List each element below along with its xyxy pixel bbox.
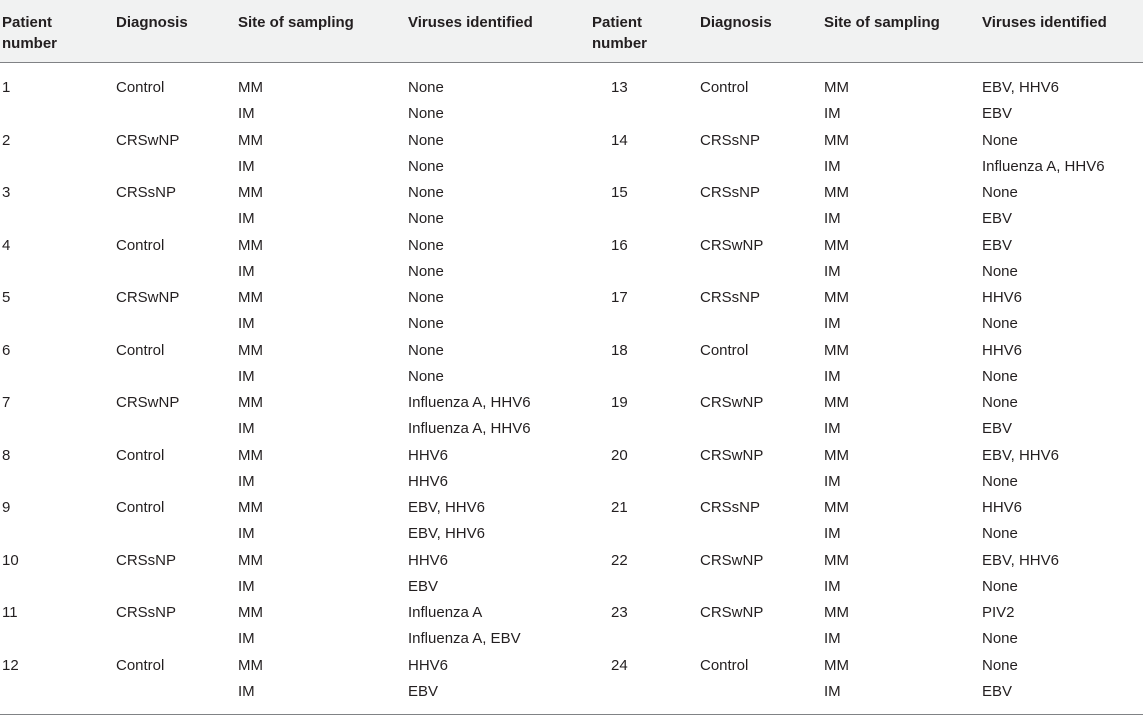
cell-viruses: EBV: [982, 420, 1013, 438]
cell-site: MM: [238, 551, 263, 569]
cell-site: MM: [824, 656, 849, 674]
cell-viruses: EBV: [982, 236, 1013, 254]
header-viruses-identified-right: [982, 12, 1107, 33]
cell-viruses: None: [408, 210, 444, 228]
table-bottom-rule: [0, 714, 1143, 715]
header-line: number: [592, 35, 648, 52]
table-row: [0, 574, 1143, 600]
cell-viruses: HHV6: [408, 551, 449, 569]
cell-site: IM: [238, 210, 255, 228]
table-row: [0, 495, 1143, 521]
cell-site: IM: [824, 525, 841, 543]
header-viruses-identified-left: [408, 12, 533, 33]
cell-viruses: None: [408, 315, 444, 333]
table-header: [0, 0, 1143, 63]
cell-patient-number: 14: [611, 131, 628, 149]
table-row: [0, 128, 1143, 154]
cell-site: MM: [824, 184, 849, 201]
cell-viruses: None: [982, 525, 1018, 543]
cell-site: IM: [238, 630, 255, 648]
cell-viruses: HHV6: [408, 656, 449, 674]
cell-site: MM: [824, 79, 849, 96]
cell-viruses: None: [408, 262, 444, 280]
table-row: [0, 154, 1143, 180]
cell-diagnosis: CRSwNP: [700, 604, 764, 621]
cell-diagnosis: CRSwNP: [700, 446, 764, 464]
table-row: [0, 443, 1143, 469]
cell-site: MM: [238, 604, 263, 621]
cell-site: MM: [238, 79, 263, 96]
table-row: [0, 364, 1143, 390]
cell-diagnosis: Control: [116, 499, 165, 516]
table-row: [0, 180, 1143, 206]
cell-viruses: None: [408, 341, 444, 359]
cell-patient-number: 1: [2, 79, 11, 96]
cell-diagnosis: CRSwNP: [700, 236, 764, 254]
header-site-of-sampling-right: [824, 12, 940, 33]
cell-patient-number: 21: [611, 499, 628, 516]
cell-site: MM: [824, 604, 849, 621]
table-row: [0, 390, 1143, 416]
header-line: Viruses identified: [982, 14, 1107, 31]
cell-site: MM: [824, 341, 849, 359]
header-line: number: [2, 35, 58, 52]
cell-viruses: None: [982, 315, 1018, 333]
cell-viruses: None: [982, 577, 1018, 595]
cell-diagnosis: CRSwNP: [116, 289, 180, 306]
cell-site: IM: [238, 577, 255, 595]
table-row: [0, 416, 1143, 442]
cell-diagnosis: CRSwNP: [700, 394, 764, 411]
cell-site: IM: [824, 420, 841, 438]
cell-site: IM: [238, 472, 255, 490]
cell-site: MM: [238, 289, 263, 306]
table-row: [0, 233, 1143, 259]
header-line: Viruses identified: [408, 14, 533, 31]
cell-viruses: None: [982, 630, 1018, 648]
cell-site: MM: [824, 131, 849, 149]
cell-viruses: EBV, HHV6: [408, 499, 485, 516]
cell-site: IM: [238, 157, 255, 175]
cell-site: IM: [824, 105, 841, 123]
header-line: Site of sampling: [824, 14, 940, 31]
cell-diagnosis: Control: [116, 236, 165, 254]
header-line: Site of sampling: [238, 14, 354, 31]
cell-patient-number: 24: [611, 656, 628, 674]
cell-patient-number: 6: [2, 341, 11, 359]
cell-viruses: None: [982, 394, 1018, 411]
cell-patient-number: 23: [611, 604, 628, 621]
table-row: [0, 653, 1143, 679]
cell-patient-number: 13: [611, 79, 628, 96]
cell-site: MM: [238, 656, 263, 674]
cell-viruses: None: [982, 184, 1018, 201]
header-site-of-sampling-left: [238, 12, 354, 33]
cell-site: IM: [824, 157, 841, 175]
cell-diagnosis: CRSsNP: [700, 184, 761, 201]
cell-viruses: None: [982, 472, 1018, 490]
cell-patient-number: 18: [611, 341, 628, 359]
cell-patient-number: 17: [611, 289, 628, 306]
cell-viruses: HHV6: [408, 446, 449, 464]
cell-site: IM: [238, 315, 255, 333]
table-row: [0, 626, 1143, 652]
table-row: [0, 338, 1143, 364]
cell-site: MM: [824, 446, 849, 464]
cell-diagnosis: CRSsNP: [700, 289, 761, 306]
cell-diagnosis: Control: [700, 79, 749, 96]
cell-viruses: None: [408, 79, 444, 96]
cell-viruses: HHV6: [982, 289, 1023, 306]
table-row: [0, 548, 1143, 574]
table-row: [0, 75, 1143, 101]
cell-diagnosis: Control: [700, 341, 749, 359]
cell-site: MM: [824, 394, 849, 411]
cell-viruses: None: [408, 236, 444, 254]
cell-site: IM: [824, 210, 841, 228]
cell-viruses: PIV2: [982, 604, 1015, 621]
cell-patient-number: 3: [2, 184, 11, 201]
cell-patient-number: 11: [2, 604, 18, 621]
cell-site: MM: [824, 551, 849, 569]
table-row: [0, 285, 1143, 311]
cell-patient-number: 7: [2, 394, 11, 411]
cell-viruses: EBV: [982, 210, 1013, 228]
cell-viruses: None: [408, 131, 444, 149]
cell-viruses: None: [408, 367, 444, 385]
cell-viruses: Influenza A, HHV6: [982, 157, 1105, 175]
cell-patient-number: 9: [2, 499, 11, 516]
cell-diagnosis: CRSwNP: [116, 131, 180, 149]
cell-site: IM: [824, 315, 841, 333]
cell-site: MM: [238, 131, 263, 149]
cell-diagnosis: CRSwNP: [116, 394, 180, 411]
cell-diagnosis: Control: [116, 446, 165, 464]
cell-site: MM: [824, 499, 849, 516]
header-diagnosis-right: [700, 12, 772, 33]
table-row: [0, 600, 1143, 626]
cell-viruses: None: [408, 184, 444, 201]
cell-patient-number: 8: [2, 446, 11, 464]
cell-patient-number: 10: [2, 551, 19, 569]
cell-site: IM: [824, 262, 841, 280]
table-row: [0, 311, 1143, 337]
table-row: [0, 469, 1143, 495]
cell-diagnosis: CRSsNP: [116, 551, 177, 569]
cell-viruses: None: [408, 157, 444, 175]
cell-site: IM: [238, 367, 255, 385]
cell-viruses: None: [408, 289, 444, 306]
table-row: [0, 206, 1143, 232]
cell-site: MM: [238, 184, 263, 201]
cell-diagnosis: CRSwNP: [700, 551, 764, 569]
cell-patient-number: 19: [611, 394, 628, 411]
cell-viruses: EBV: [982, 105, 1013, 123]
cell-patient-number: 2: [2, 131, 11, 149]
cell-diagnosis: Control: [700, 656, 749, 674]
cell-site: IM: [238, 682, 255, 700]
cell-patient-number: 16: [611, 236, 628, 254]
cell-site: MM: [824, 236, 849, 254]
cell-site: MM: [238, 236, 263, 254]
cell-diagnosis: CRSsNP: [116, 184, 177, 201]
cell-diagnosis: CRSsNP: [116, 604, 177, 621]
cell-site: IM: [824, 367, 841, 385]
cell-viruses: HHV6: [408, 472, 449, 490]
cell-diagnosis: Control: [116, 341, 165, 359]
cell-viruses: EBV, HHV6: [982, 446, 1059, 464]
cell-viruses: HHV6: [982, 341, 1023, 359]
cell-viruses: EBV, HHV6: [982, 551, 1059, 569]
cell-patient-number: 12: [2, 656, 19, 674]
cell-diagnosis: CRSsNP: [700, 131, 761, 149]
cell-viruses: Influenza A, HHV6: [408, 420, 531, 438]
table-row: [0, 259, 1143, 285]
cell-site: IM: [824, 630, 841, 648]
header-patient-number-right: [592, 12, 647, 54]
header-line: Patient: [2, 14, 53, 31]
cell-site: MM: [824, 289, 849, 306]
cell-site: IM: [824, 682, 841, 700]
cell-patient-number: 20: [611, 446, 628, 464]
cell-viruses: Influenza A: [408, 604, 483, 621]
table-row: [0, 101, 1143, 127]
cell-diagnosis: Control: [116, 656, 165, 674]
cell-patient-number: 22: [611, 551, 628, 569]
header-patient-number-left: [2, 12, 57, 54]
cell-viruses: None: [982, 367, 1018, 385]
cell-viruses: EBV: [982, 682, 1013, 700]
cell-site: MM: [238, 446, 263, 464]
cell-viruses: None: [408, 105, 444, 123]
cell-patient-number: 5: [2, 289, 11, 306]
cell-site: IM: [238, 525, 255, 543]
cell-site: MM: [238, 394, 263, 411]
cell-viruses: None: [982, 262, 1018, 280]
table-row: [0, 679, 1143, 705]
cell-viruses: None: [982, 656, 1018, 674]
table-row: [0, 521, 1143, 547]
cell-viruses: EBV, HHV6: [982, 79, 1059, 96]
cell-viruses: EBV, HHV6: [408, 525, 485, 543]
cell-viruses: None: [982, 131, 1018, 149]
cell-site: MM: [238, 341, 263, 359]
cell-site: IM: [238, 105, 255, 123]
cell-site: IM: [824, 577, 841, 595]
cell-diagnosis: Control: [116, 79, 165, 96]
cell-site: IM: [238, 262, 255, 280]
header-diagnosis-left: [116, 12, 188, 33]
cell-viruses: EBV: [408, 682, 439, 700]
cell-viruses: HHV6: [982, 499, 1023, 516]
header-line: Diagnosis: [700, 14, 772, 31]
cell-viruses: Influenza A, EBV: [408, 630, 521, 648]
cell-site: IM: [824, 472, 841, 490]
cell-viruses: Influenza A, HHV6: [408, 394, 531, 411]
header-line: Patient: [592, 14, 643, 31]
cell-site: IM: [238, 420, 255, 438]
cell-viruses: EBV: [408, 577, 439, 595]
cell-patient-number: 4: [2, 236, 11, 254]
cell-diagnosis: CRSsNP: [700, 499, 761, 516]
cell-site: MM: [238, 499, 263, 516]
cell-patient-number: 15: [611, 184, 628, 201]
header-line: Diagnosis: [116, 14, 188, 31]
